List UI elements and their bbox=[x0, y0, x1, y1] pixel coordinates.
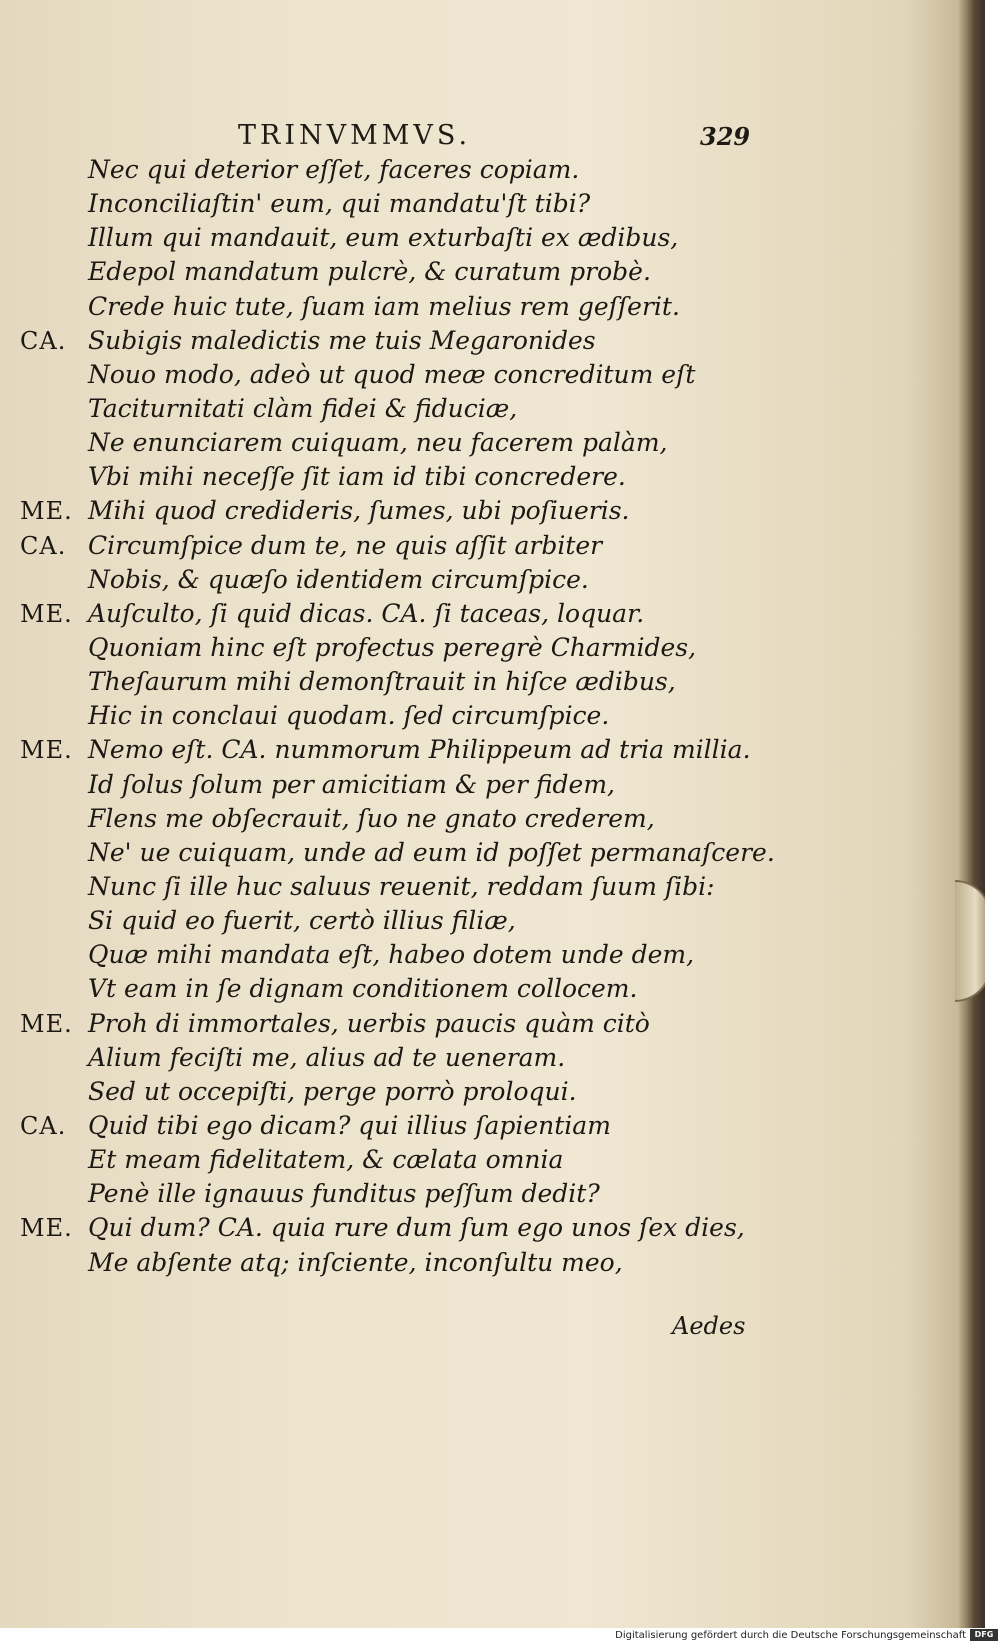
verse-text: Quoniam hinc eſt profectus peregrè Charmides, bbox=[88, 632, 697, 662]
speaker-label: ME. bbox=[20, 736, 73, 765]
verse-line bbox=[20, 1177, 920, 1211]
catchword: Aedes bbox=[672, 1312, 746, 1340]
verse-line bbox=[20, 972, 920, 1006]
verse-text: Ne enunciarem cuiquam, neu facerem palàm, bbox=[88, 428, 668, 458]
verse-line bbox=[20, 426, 920, 460]
verse-line bbox=[20, 802, 920, 836]
verse-text: Et meam fidelitatem, & cælata omnia bbox=[88, 1145, 564, 1175]
running-header: TRINVMMVS. bbox=[238, 120, 472, 151]
verse-line bbox=[20, 870, 920, 904]
speaker-label: ME. bbox=[20, 497, 73, 526]
verse-text: Theſaurum mihi demonſtrauit in hiſce ædibus, bbox=[88, 667, 676, 697]
verse-line bbox=[20, 187, 920, 221]
verse-text: Qui dum? CA. quia rure dum ſum ego unos ſex dies, bbox=[88, 1213, 745, 1243]
verse-text: Edepol mandatum pulcrè, & curatum probè. bbox=[88, 257, 651, 287]
verse-text: Inconciliaſtin' eum, qui mandatu'ſt tibi? bbox=[88, 189, 591, 219]
verse-line bbox=[20, 494, 920, 528]
verse-line bbox=[20, 290, 920, 324]
verse-line bbox=[20, 1143, 920, 1177]
verse-line bbox=[20, 938, 920, 972]
verse-text: Sed ut occepiſti, perge porrò proloqui. bbox=[88, 1076, 577, 1106]
verse-text: Taciturnitati clàm fidei & fiduciæ, bbox=[88, 393, 518, 423]
verse-text: Vt eam in ſe dignam conditionem collocem. bbox=[88, 974, 638, 1004]
footer-text: Digitalisierung gefördert durch die Deutsche Forschungsgemeinschaft bbox=[615, 1630, 966, 1641]
speaker-label: ME. bbox=[20, 1214, 73, 1243]
verse-line bbox=[20, 563, 920, 597]
verse-line bbox=[20, 904, 920, 938]
book-clasp bbox=[955, 880, 985, 1002]
verse-text: Quæ mihi mandata eſt, habeo dotem unde dem, bbox=[88, 940, 695, 970]
verse-text: Id ſolus ſolum per amicitiam & per fidem, bbox=[88, 769, 615, 799]
verse-line bbox=[20, 221, 920, 255]
verse-line bbox=[20, 1075, 920, 1109]
verse-text: Nunc ſi ille huc saluus reuenit, reddam ſuum ſibi: bbox=[88, 871, 715, 901]
verse-line bbox=[20, 699, 920, 733]
verse-text: Nobis, & quæſo identidem circumſpice. bbox=[88, 564, 589, 594]
verse-line bbox=[20, 1007, 920, 1041]
verse-text: Subigis maledictis me tuis Megaronides bbox=[88, 325, 596, 355]
speaker-label: ME. bbox=[20, 1009, 73, 1038]
verse-text: Me abſente atq; inſciente, inconſultu meo, bbox=[88, 1247, 623, 1277]
verse-text: Vbi mihi neceſſe ſit iam id tibi concredere. bbox=[88, 462, 626, 492]
verse-line bbox=[20, 358, 920, 392]
verse-text: Nouo modo, adeò ut quod meæ concreditum eſt bbox=[88, 359, 696, 389]
verse-text: Penè ille ignauus funditus peſſum dedit? bbox=[88, 1179, 600, 1209]
speaker-label: ME. bbox=[20, 599, 73, 628]
verse-line bbox=[20, 733, 920, 767]
verse-line bbox=[20, 255, 920, 289]
verse-line bbox=[20, 1211, 920, 1245]
verse-text: Auſculto, ſi quid dicas. CA. ſi taceas, loquar. bbox=[88, 598, 645, 628]
verse-line bbox=[20, 1109, 920, 1143]
verse-text: Alium feciſti me, alius ad te ueneram. bbox=[88, 1042, 566, 1072]
verse-line bbox=[20, 529, 920, 563]
digitization-footer bbox=[560, 1628, 1000, 1643]
page-edge bbox=[957, 0, 985, 1628]
verse-line bbox=[20, 631, 920, 665]
verse-line bbox=[20, 597, 920, 631]
verse-text: Mihi quod credideris, ſumes, ubi poſiueris. bbox=[88, 496, 630, 526]
speaker-label: CA. bbox=[20, 531, 67, 560]
verse-line bbox=[20, 324, 920, 358]
verse-line bbox=[20, 1041, 920, 1075]
verse-text: Crede huic tute, ſuam iam melius rem geſſerit. bbox=[88, 291, 680, 321]
verse-line bbox=[20, 153, 920, 187]
verse-text: Hic in conclaui quodam. ſed circumſpice. bbox=[88, 701, 610, 731]
dfg-logo-icon: DFG bbox=[970, 1629, 998, 1641]
verse-text: Flens me obſecrauit, ſuo ne gnato crederem, bbox=[88, 803, 655, 833]
verse-text: Nemo eſt. CA. nummorum Philippeum ad tria millia. bbox=[88, 735, 751, 765]
verse-text: Quid tibi ego dicam? qui illius ſapientiam bbox=[88, 1110, 611, 1140]
verse-text: Illum qui mandauit, eum exturbaſti ex ædibus, bbox=[88, 223, 679, 253]
verse-line bbox=[20, 460, 920, 494]
verse-text: Nec qui deterior eſſet, faceres copiam. bbox=[88, 155, 580, 184]
verse-block bbox=[20, 153, 920, 1280]
verse-text: Proh di immortales, uerbis paucis quàm citò bbox=[88, 1008, 650, 1038]
verse-line bbox=[20, 836, 920, 870]
verse-line bbox=[20, 1246, 920, 1280]
verse-text: Si quid eo fuerit, certò illius filiæ, bbox=[88, 906, 516, 936]
speaker-label: CA. bbox=[20, 1111, 67, 1140]
folio-number: 329 bbox=[700, 122, 751, 151]
verse-line bbox=[20, 665, 920, 699]
verse-line bbox=[20, 392, 920, 426]
speaker-label: CA. bbox=[20, 326, 67, 355]
verse-text: Ne' ue cuiquam, unde ad eum id poſſet permanaſcere. bbox=[88, 837, 775, 867]
verse-line bbox=[20, 768, 920, 802]
verse-text: Circumſpice dum te, ne quis aſſit arbiter bbox=[88, 530, 603, 560]
